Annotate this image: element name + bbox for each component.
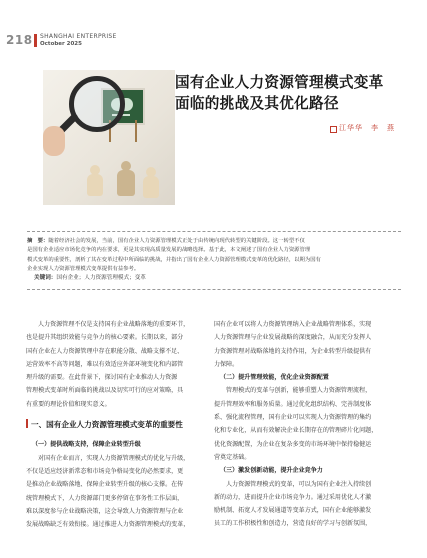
body-line: 管理模式的变革与创新，能够重塑人力资源管理流程， [226,387,372,395]
keywords-text: 国有企业；人力资源管理模式；变革 [56,275,146,281]
body-line: 力资源管理对战略落地的支持作用，为企业转型升级提供有 [214,347,372,355]
subsection-heading: （三）激发创新动能，提升企业竞争力 [220,467,323,475]
body-line: 对国有企业而言，实现人力资源管理模式的优化与升级， [38,454,190,462]
body-line: 也是提升其组织效能与竞争力的核心要素。长期以来，部分 [26,334,184,342]
body-line: 国有企业可以将人力资源管理纳入企业战略管理体系，实现 [214,321,372,328]
hand-image [43,126,65,156]
body-line: 人力资源管理与企业发展战略的深度融合，从而充分发挥人 [214,334,372,342]
article-photo [43,70,175,205]
body-line: 人力资源管理模式的变革，可以为国有企业注入持续创 [226,480,372,488]
body-line: 运营效率不高等问题，难以有效适应外部环境变化和内部管 [26,360,184,368]
body-line: 统管理模式下，人力资源部门更多停留在事务性工作层面， [26,494,184,502]
body-line: 人力资源管理不仅是支持国有企业战略落地的重要环节， [38,321,190,328]
body-column-left [26,318,214,531]
subsection-heading: （一）提供战略支持，保障企业转型升级 [32,441,141,449]
wooden-figure-icon [143,176,159,198]
article-title-line: 面临的挑战及其优化路径 [175,95,339,112]
keywords [34,273,146,281]
body-line: 励机制、拓宽人才发展通道等变革方式，国有企业能够激发 [214,507,372,515]
abstract-top-rule [27,231,401,232]
body-line: 化和专业化，从而有效解决企业长期存在的管理碎片化问题， [214,427,378,435]
subsection-heading: （二）提升管理效能，优化企业资源配置 [220,374,329,382]
abstract-line: 企业实现人力资源管理模式变革提供有益参考。 [27,265,140,272]
body-line: 国有企业在人力资源管理中存在职能分散、战略支撑不足、 [26,347,184,355]
wooden-figure-icon [87,174,103,196]
magnifying-glass-icon [69,76,125,132]
abstract [27,237,401,274]
body-line: 新的动力，进而提升企业市场竞争力。通过采用优化人才激 [214,493,372,501]
abstract-line: 随着经济社会的发展，当前，国有企业人力资源管理模式正处于由传统向现代转型的关键阶段。这一转型不仅 [48,238,305,244]
body-line: 是推动企业战略落地、保障企业转型升级的核心支撑。在传 [26,481,184,489]
section-bar [26,419,28,428]
body-line: 不仅是适应经济新常态和市场竞争格局变化的必然要求，更 [26,467,184,475]
body-column-right [214,318,402,531]
abstract-line: 模式变革的重要性，剖析了其在变革过程中所面临的挑战，并指出了国有企业人力资源管理模式变革的优化路径，以期为国有 [27,256,321,263]
abstract-line: 是国有企业适应市场化竞争的内在要求，更是其实现高质量发展的战略选择。基于此，本文阐述了国有企业人力资源管理 [27,247,311,254]
body-line: 优化资源配置，为企业在复杂多变的市场环境中保持稳健运 [214,440,372,448]
issue-date: October 2025 [40,41,82,47]
chalkboard-leg [135,120,137,142]
abstract-label: 摘 要： [27,238,49,244]
wooden-figure-icon [117,170,135,196]
header-accent-bar [34,34,37,47]
article-authors: 江华华 李 燕 [339,124,395,132]
abstract-bottom-rule [27,289,401,290]
body-line: 难以深度参与企业战略决策，这会导致人力资源管理与企业 [26,507,184,515]
body-line: 管理模式变革时所面临的挑战以及切实可行的应对策略，具 [26,387,184,395]
page-number: 218 [6,33,33,47]
journal-name: SHANGHAI ENTERPRISE [40,33,117,40]
body-line: 理升级的需要。在此背景下，探讨国有企业推动人力资源 [26,374,178,382]
author-marker-icon [330,126,337,133]
body-line: 提升管理效率和服务质量。通过优化组织结构、完善制度体 [214,400,372,408]
section-heading [26,418,214,431]
body-line: 营奠定基础。 [214,453,251,461]
article-title-line: 国有企业人力资源管理模式变革 [175,74,384,91]
body-line: 员工的工作积极性和创造力，营造良好的学习与创新氛围， [214,520,372,528]
body-line: 发展战略缺乏有效衔接。通过推进人力资源管理模式的变革， [26,521,190,529]
body-line: 系、强化流程管理，国有企业可以实现人力资源管理的集约 [214,414,372,422]
body-line: 力保障。 [214,360,239,368]
keywords-label: 关键词： [34,275,57,281]
section-heading-text: 一、国有企业人力资源管理模式变革的重要性 [31,420,183,430]
body-line: 有重要的理论价值和现实意义。 [26,400,111,408]
